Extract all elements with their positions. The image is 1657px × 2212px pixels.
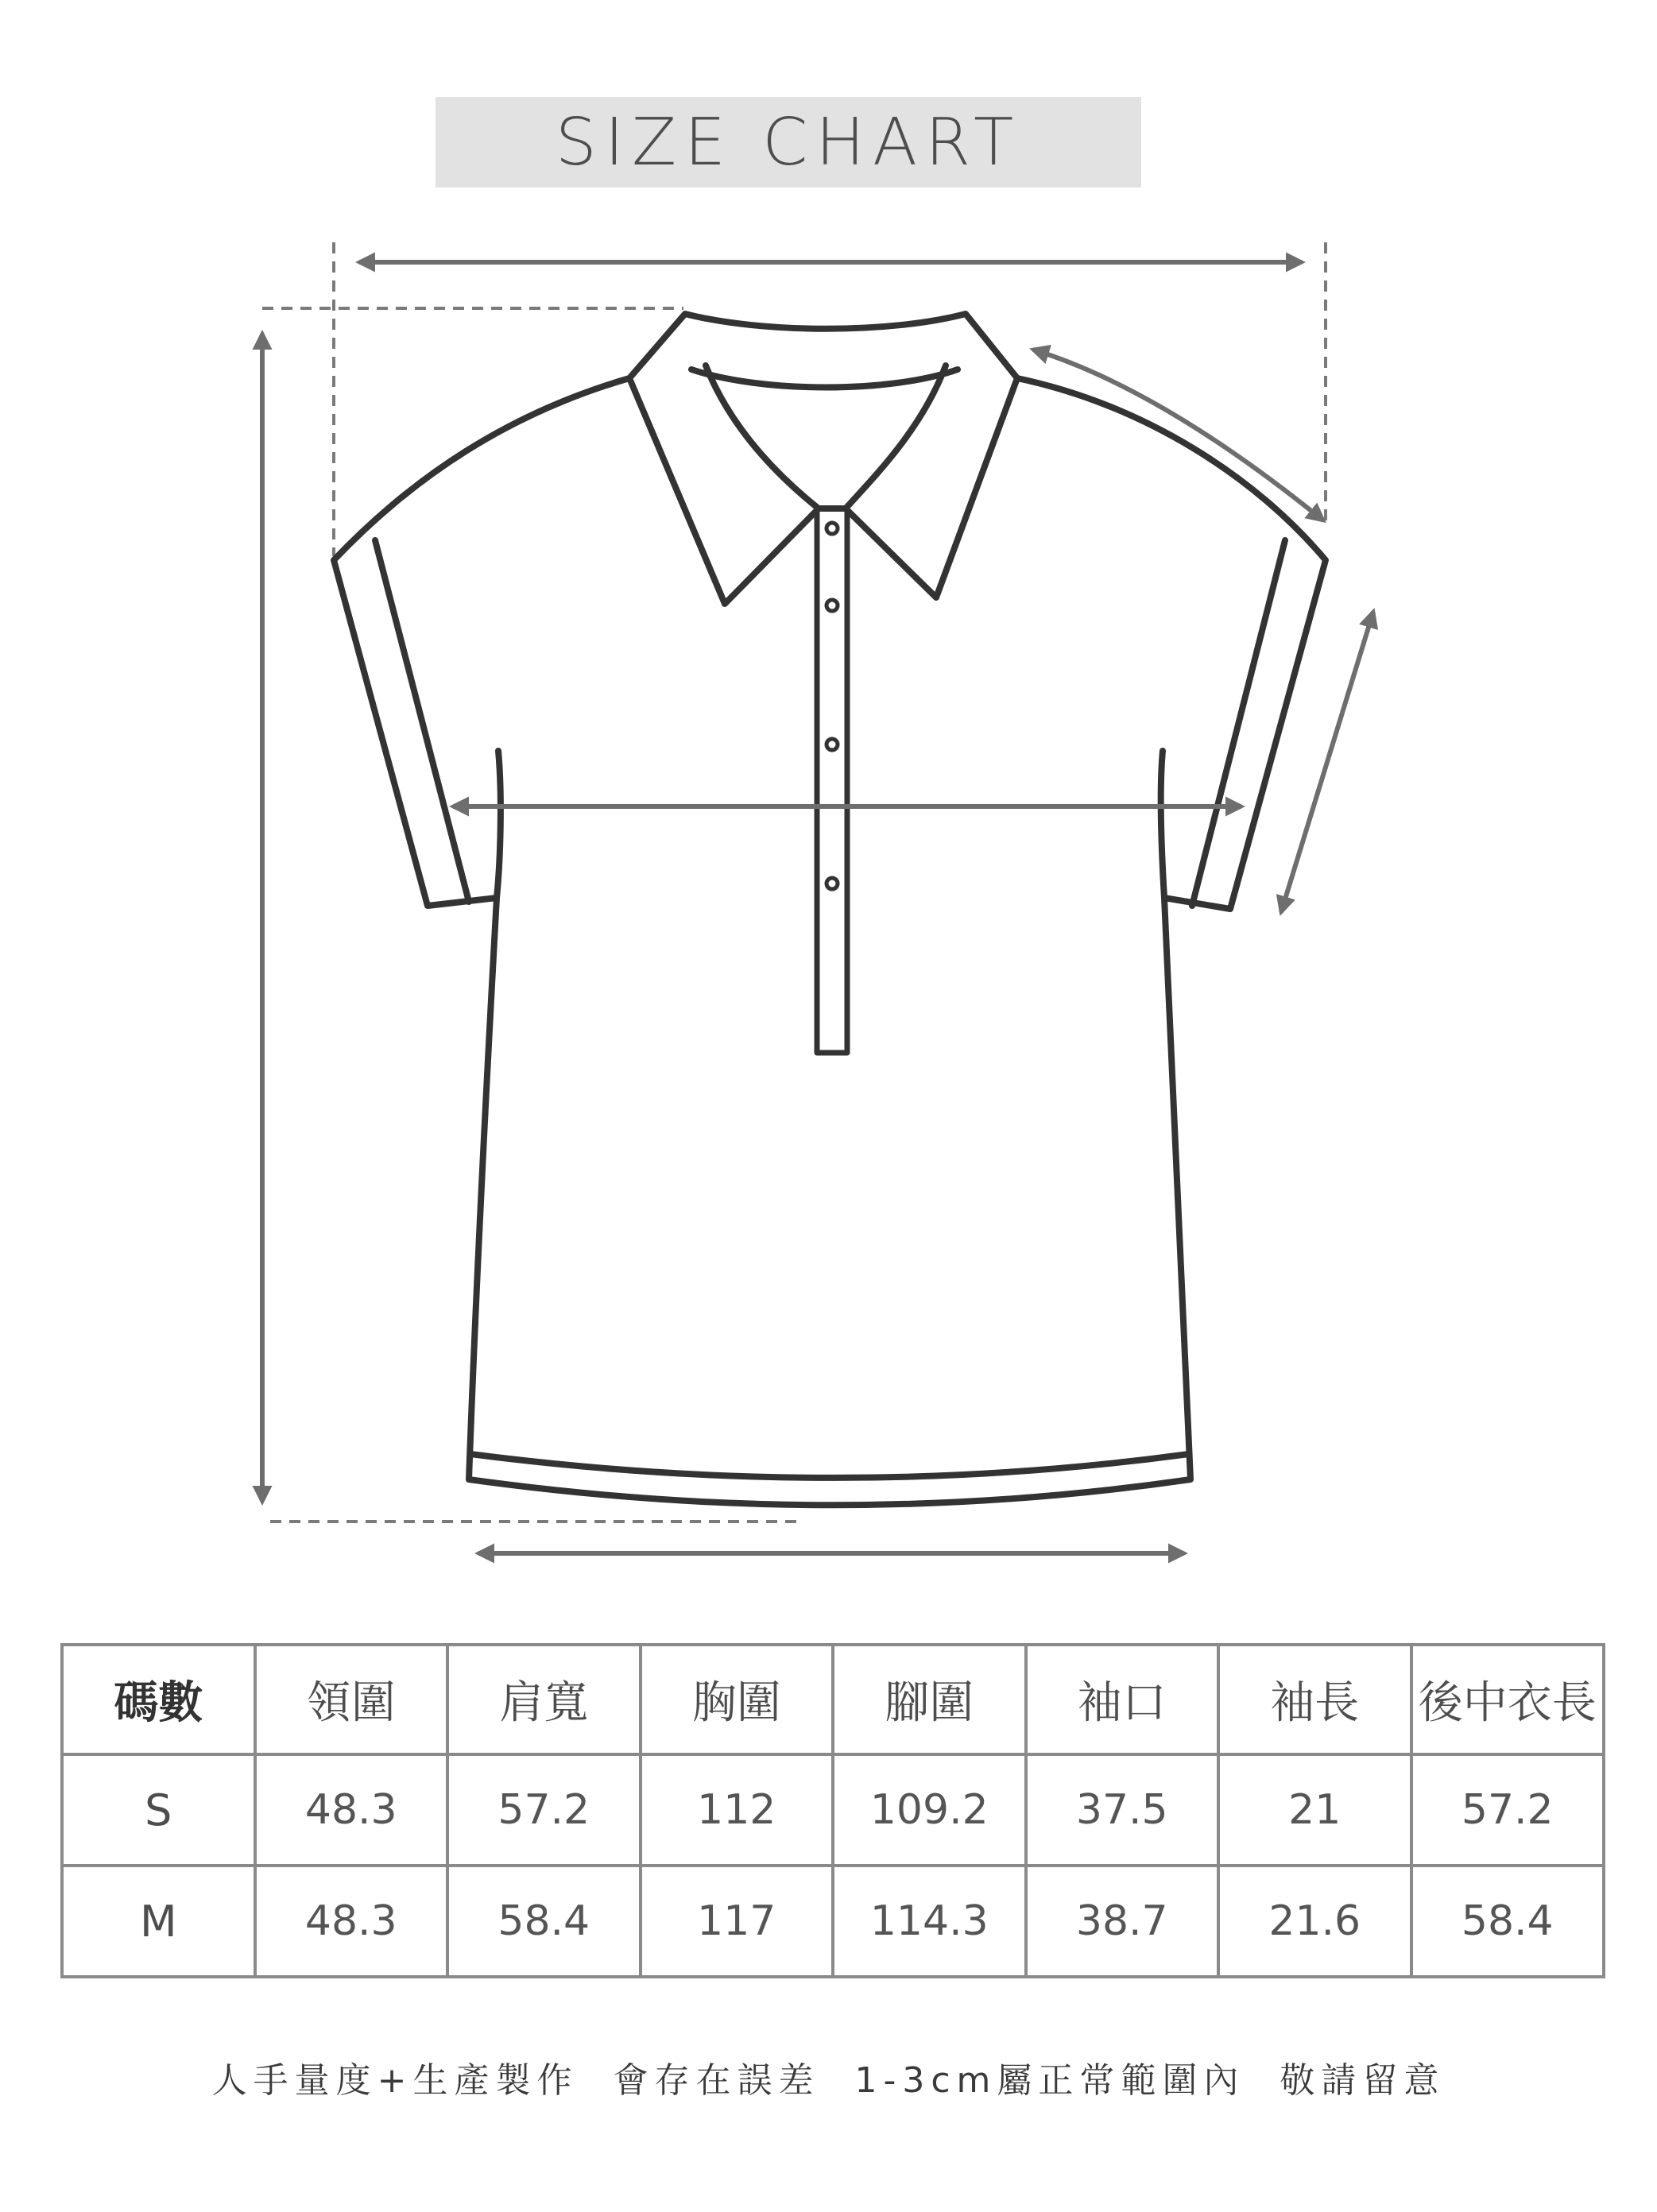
underarm-right [1161, 751, 1164, 898]
header-chest: 胸圍 [641, 1645, 834, 1754]
table-row [62, 1866, 1604, 1977]
cuff-arrow [1281, 612, 1373, 912]
value-cell: 58.4 [447, 1866, 641, 1977]
header-back-length: 後中衣長 [1411, 1645, 1605, 1754]
sleeve-hem-left [375, 540, 469, 902]
value-cell: 109.2 [833, 1754, 1026, 1866]
table-row [62, 1754, 1604, 1866]
value-cell: 48.3 [255, 1754, 448, 1866]
size-cell: M [62, 1866, 255, 1977]
sleeve-length-arrow [1033, 350, 1323, 520]
button [827, 878, 838, 889]
underarm-left [497, 751, 501, 898]
buttons [827, 523, 838, 889]
size-table [60, 1643, 1605, 1978]
value-cell: 37.5 [1026, 1754, 1219, 1866]
shirt-body [334, 378, 1326, 1505]
value-cell: 117 [641, 1866, 834, 1977]
header-collar: 領圍 [255, 1645, 448, 1754]
collar-back [691, 369, 958, 388]
value-cell: 112 [641, 1754, 834, 1866]
size-cell: S [62, 1754, 255, 1866]
table-header-row [62, 1645, 1604, 1754]
value-cell: 21 [1218, 1754, 1411, 1866]
button [827, 523, 838, 534]
value-cell: 57.2 [1411, 1754, 1605, 1866]
header-size: 碼數 [62, 1645, 255, 1754]
value-cell: 48.3 [255, 1866, 448, 1977]
button [827, 739, 838, 750]
button [827, 600, 838, 611]
header-cuff: 袖口 [1026, 1645, 1219, 1754]
value-cell: 58.4 [1411, 1866, 1605, 1977]
page-title: SIZE CHART [555, 104, 1022, 180]
value-cell: 114.3 [833, 1866, 1026, 1977]
value-cell: 57.2 [447, 1754, 641, 1866]
header-sleeve-length: 袖長 [1218, 1645, 1411, 1754]
header-shoulder: 肩寬 [447, 1645, 641, 1754]
shirt-outline [334, 314, 1326, 1505]
bottom-hem [470, 1454, 1189, 1478]
measurement-note: 人手量度+生產製作 會存在誤差 1-3cm屬正常範圍內 敬請留意 [211, 2060, 1446, 2101]
value-cell: 38.7 [1026, 1866, 1219, 1977]
placket [817, 509, 847, 1053]
sleeve-hem-right [1192, 540, 1285, 906]
header-hem: 腳圍 [833, 1645, 1026, 1754]
collar [629, 314, 1017, 604]
value-cell: 21.6 [1218, 1866, 1411, 1977]
